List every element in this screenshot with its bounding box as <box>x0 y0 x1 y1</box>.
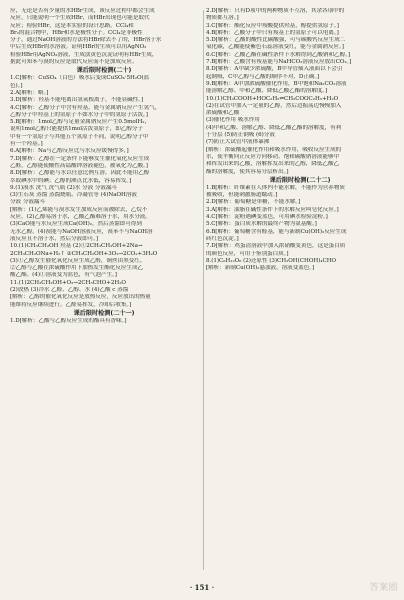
answer-line: 中后生成HBr的水溶液。证明HBr的生成可以用AgNO₃ <box>10 44 147 51</box>
answer-page <box>10 8 396 580</box>
answer-line: 和挥发出来的乙酸，溶解挥发出来的乙醇，降低乙酸乙 <box>206 161 340 168</box>
answer-line: 3.D[解析：羟基不能电离出氢氧根离子，不能显碱性。] <box>10 97 144 104</box>
page-number: · 151 · <box>189 583 215 592</box>
answer-line: Br₂的混合物中，HBr和水是极性分子。CCl₄是非极性 <box>10 29 143 36</box>
answer-line: (3)生石灰 蒸馏 蒸馏烧瓶、冷凝管等 (4)NaOH溶液 <box>10 192 137 199</box>
answer-line: 5.B[解析：1mol乙醇与足量金属钠反应产生0.5molH₂， <box>10 119 151 126</box>
answer-line: (3)催化作用 吸水作用 <box>206 117 260 124</box>
answer-line: 4.B[解析：乙酸分子中只有羧基上的氢原子可以电离。] <box>206 29 339 36</box>
answer-line: 酸乙酯。(4)①溶液变为蓝色，有气泡产生。] <box>10 272 117 279</box>
answer-line: 反应。(2)乙醇易溶于水，乙酸乙酯难溶于水，用水分液。 <box>10 214 151 221</box>
answer-line: 中有一个氢原子与其他五个氢原子不同，说明乙醇分子中 <box>10 133 149 140</box>
answer-line: 8.(1)C₆H₁₂O₆ (2)还原性 (3)CH₂OH(CHOH)₄CHO <box>206 257 337 264</box>
answer-line: 水，使平衡向正反应方向移动。饱和碳酸钠溶液能够中 <box>206 153 340 160</box>
answer-line: 6.C[解析：乙酸乙酯在碱性条件下水解得到乙酸钠和乙醇。] <box>206 51 350 58</box>
answer-line: (4)中和乙酸、溶解乙醇、降低乙酸乙酯的溶解度，有利 <box>206 124 342 131</box>
answer-line: 萃取碘水中的碘；乙醇的沸点比水低，容易挥发。] <box>10 177 132 184</box>
answer-line: (2)在试管中加入一定量的乙醇，然后边振荡边慢慢加入 <box>206 102 342 109</box>
answer-line: 氧化碳，乙酸能使紫色石蕊溶液变红，能与金属钠反应。] <box>206 44 344 51</box>
answer-line: 于分层 (5)防止倒吸 (6)分液 <box>206 132 275 139</box>
right-column <box>206 8 394 573</box>
answer-line: 分液 分液漏斗 <box>10 199 45 206</box>
answer-line: 3.C[解析：酯化反应中羧酸提供羟基，醇提供氢原子。] <box>206 22 339 29</box>
answer-line: 10.(1)CH₃CH₂OH 羟基 (2)①2CH₃CH₂OH+2Na→ <box>10 243 143 250</box>
answer-line: 7.D[解析：乙醇在一定条件下能够发生催化氧化反应生成 <box>10 155 150 162</box>
answer-line: 能维持反应继续进行。乙醛易挥发，冷却后收集。] <box>10 301 132 308</box>
answer-line: 乙醛，乙醇能使酸性高锰酸钾溶液褪色，被氧化为乙酸。] <box>10 162 148 169</box>
answer-line: 1.C[解析：CuSO₄（白色）吸水后变成CuSO₄·5H₂O(蓝 <box>10 75 150 82</box>
answer-line: 2.D[解析：只有D项中的两种物质不互溶，其余各项中的 <box>206 8 345 14</box>
answer-line: 7.B[解析：乙酸含有羧基能与NaHCO₃溶液反应放出CO₂。] <box>206 59 352 66</box>
answer-line: 说明1mol乙醇只能提供1mol活泼氢原子，即乙醇分子 <box>10 126 143 133</box>
answer-line: 9.(1)溴水 洗气 洗气瓶 (2)水 分液 分液漏斗 <box>10 184 118 191</box>
section-title: 课后限时检测(二十) <box>76 67 132 75</box>
answer-line: 1.B[解析：纤维素在人体内不能水解，不能作为营养物质 <box>206 184 345 191</box>
answer-line: 5.C[解析：蛋白质水解的最终产物为氨基酸。] <box>206 221 317 228</box>
answer-line: [解析：乙醇的催化氧化反应是放热反应，反应放出的热量 <box>10 294 151 301</box>
answer-line: 应，无论是否有少量的水HBr生成，该反应过程中都会生成 <box>10 8 155 14</box>
left-column <box>10 8 198 573</box>
answer-line: 5.D[解析：乙酸的酸性比碳酸强，可与碳酸钙反应生成二 <box>206 37 346 44</box>
answer-line: 反应；检验HBr，这是本实验的设计思路。CCl₄和 <box>10 22 134 29</box>
answer-line: 物质都互溶。] <box>206 15 239 22</box>
answer-line: 6.A[解析：Na与乙醇反应比与水反应缓慢得多，] <box>10 148 129 155</box>
answer-line: 2.A[解析：略。] <box>10 89 49 96</box>
answer-line: (3)CaO能与水反应生成Ca(OH)₂，然后蒸馏即可得到 <box>10 221 142 228</box>
column-divider <box>203 10 204 570</box>
answer-line: 检验HBr用AgNO₃溶液，生成淡黄色沉淀证明有HBr生成， <box>10 51 158 58</box>
answer-line: [解析：(1)乙烯能与溴水发生加成反应而被除去，乙烷不 <box>10 206 148 213</box>
answer-line: 被吸收，但能刺激肠道蠕动。] <box>206 192 278 199</box>
answer-line: 6.B[解析：葡萄糖含有醛基，能与新制Cu(OH)₂反应生成 <box>206 228 347 235</box>
answer-line: 分子，通过NaOH溶液的方法将HBr除去不了的，HBr溶于水 <box>10 37 162 44</box>
answer-line: 据此可知苯与溴的反应是取代反应而不是加成反应。 <box>10 59 138 66</box>
answer-line: 9.B[解析：A中加浓硫酸催化作用，B中饱和Na₂CO₃溶液 <box>206 80 347 87</box>
answer-line: 11.(1)2CH₃CH₂OH+O₂→2CH₃CHO+2H₂O <box>10 279 126 286</box>
answer-line: 酯的溶解度，使其容易分层析出。] <box>206 168 289 175</box>
answer-line: 色)。] <box>10 82 23 89</box>
answer-line: 浓硫酸和乙酸 <box>206 110 240 117</box>
answer-line: 起倒吸，C中乙醇与乙酸的顺序不对，D正确。] <box>206 73 320 80</box>
answer-line: (7)防止大试管中液体暴沸 <box>206 139 270 146</box>
section-title: 课后限时检测(二十二) <box>269 176 331 184</box>
answer-line: 的颜色反应，可用于鉴别蛋白质。] <box>206 250 289 257</box>
answer-line: 液反应且不溶于水，然后分液即可。] <box>10 235 99 242</box>
section-title: 课后限时检测(二十一) <box>73 309 135 317</box>
answer-line: 1.D[解析：乙酸与乙醇反应生成的酯具有香味。] <box>10 317 127 324</box>
answer-line: 4.C[解析：乙醇分子中含有羟基，能与金属钠反应产生氢气， <box>10 104 161 111</box>
answer-line: [解析：浓硫酸起催化作用和吸水作用，吸收反应生成的 <box>206 146 342 153</box>
answer-line: [解析：新制Cu(OH)₂悬浊液，溶液变蓝色。] <box>206 265 315 272</box>
answer-line: 乙醇分子中羟基上的氢原子不如水分子中的氢原子活泼，] <box>10 111 148 118</box>
answer-line: 8.D[解析：乙醇能与水以任意比例互溶，因此不能用乙醇 <box>10 170 150 177</box>
answer-line: 10.(1)CH₃COOH+HOC₂H₅⇌CH₃COOC₂H₅+H₂O <box>206 95 339 102</box>
answer-line: 能溶解乙醇、中和乙酸、降低乙酸乙酯的溶解度。] <box>206 88 328 95</box>
answer-line: ②乙醇与乙酸在浓硫酸作用下加热发生酯化反应生成乙 <box>10 265 144 272</box>
answer-line: 反应，只能说明一个生成HBr，而HBr出现也可能是取代 <box>10 15 150 22</box>
answer-line: 7.D[解析：鸡蛋清溶液中加入浓硝酸变黄色，这是蛋白质 <box>206 243 346 250</box>
answer-line: 无水乙醇。(4)溴能与NaOH溶液反应，溴苯不与NaOH溶 <box>10 228 153 235</box>
answer-line: (2)放热 (3)冷水 乙醛、乙醇、水 (4)乙酸 c 蒸馏 <box>10 286 129 293</box>
answer-line: 2.D[解析：葡萄糖是单糖，不能水解。] <box>206 199 301 206</box>
answer-line: 有一个羟基。] <box>10 141 43 148</box>
answer-line: 2CH₃CH₂ONa+H₂↑ ②CH₃CH₂OH+3O₂→2CO₂+3H₂O <box>10 250 158 257</box>
answer-line: 砖红色沉淀。] <box>206 235 239 242</box>
answer-line: 8.D[解析：A中缺少浓硫酸，B中导管插入液面以下会引 <box>206 66 343 73</box>
answer-line: 4.C[解析：淀粉遇碘变蓝色，可用碘水检验淀粉。] <box>206 214 328 221</box>
answer-line: 3.A[解析：油脂在碱性条件下的水解反应叫皂化反应。] <box>206 206 339 213</box>
answer-line: (3)①乙醇发生催化氧化反应生成乙醛，铜丝由黑变红。 <box>10 257 146 264</box>
watermark-logo: 答案圈 <box>369 583 398 593</box>
